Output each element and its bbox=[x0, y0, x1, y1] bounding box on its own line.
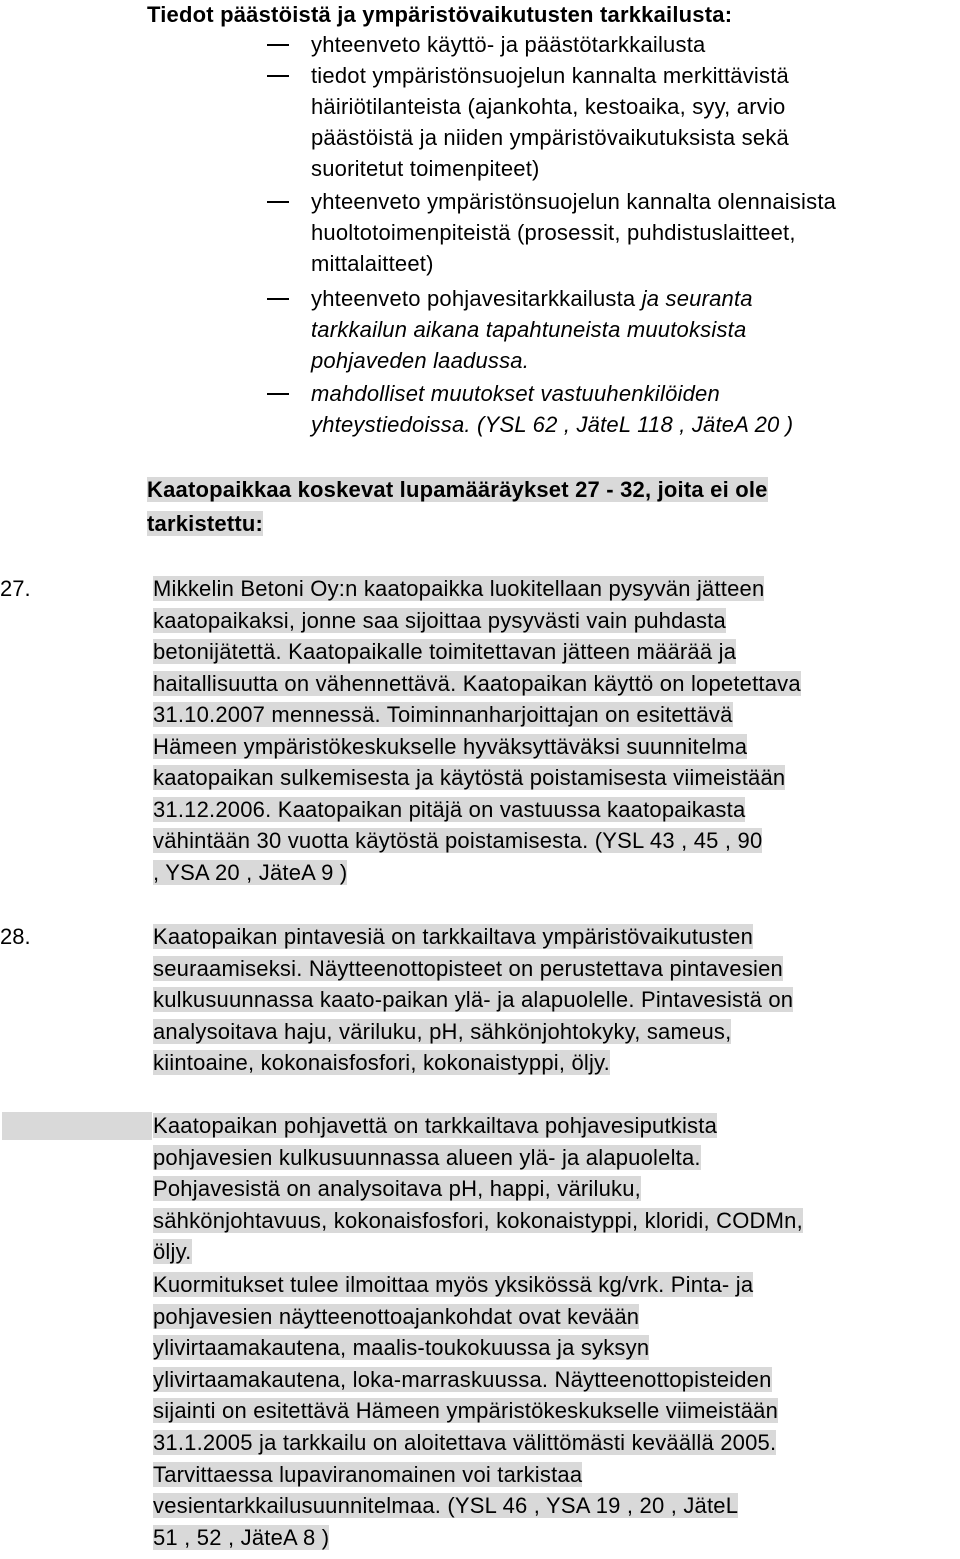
item28-line: ylivirtaamakautena, loka-marraskuussa. Näytteenottopisteiden bbox=[153, 1367, 772, 1392]
regulations-heading: Kaatopaikkaa koskevat lupamääräykset 27 - 32, joita ei ole bbox=[147, 477, 768, 502]
item28-line: pohjavesien kulkusuunnassa alueen ylä- ja alapuolelta. bbox=[153, 1145, 701, 1170]
item28-line: vesientarkkailusuunnitelmaa. (YSL 46 , YSA 19 , 20 , JäteL bbox=[153, 1493, 739, 1518]
item28-line: Pohjavesistä on analysoitava pH, happi, väriluku, bbox=[153, 1176, 641, 1201]
bullet-dash bbox=[267, 201, 289, 203]
bullet-text bbox=[311, 284, 753, 314]
item28-line: sähkönjohtavuus, kokonaisfosfori, kokonaistyppi, kloridi, CODMn, bbox=[153, 1208, 803, 1233]
bullet-text: häiriötilanteista (ajankohta, kestoaika, syy, arvio bbox=[311, 94, 786, 119]
bullet-dash bbox=[267, 44, 289, 46]
item27-line: Hämeen ympäristökeskukselle hyväksyttäväksi suunnitelma bbox=[153, 734, 748, 759]
highlight-block bbox=[2, 1112, 152, 1140]
bullet-text-italic: ja seuranta bbox=[641, 286, 753, 311]
item28-line: Kuormitukset tulee ilmoittaa myös yksikössä kg/vrk. Pinta- ja bbox=[153, 1272, 754, 1297]
item-number: 27. bbox=[0, 576, 31, 601]
item28-line: 31.1.2005 ja tarkkailu on aloitettava välittömästi keväällä 2005. bbox=[153, 1430, 777, 1455]
item28-line: pohjavesien näytteenottoajankohdat ovat kevään bbox=[153, 1304, 640, 1329]
item27-line: kaatopaikan sulkemisesta ja käytöstä poistamisesta viimeistään bbox=[153, 765, 786, 790]
bullet-text: pohjaveden laadussa. bbox=[311, 348, 530, 373]
bullet-text: tiedot ympäristönsuojelun kannalta merkittävistä bbox=[311, 63, 789, 88]
item28-line: öljy. bbox=[153, 1239, 192, 1264]
item28-line: kiintoaine, kokonaisfosfori, kokonaistyppi, öljy. bbox=[153, 1050, 610, 1075]
item27-line: 31.12.2006. Kaatopaikan pitäjä on vastuussa kaatopaikasta bbox=[153, 797, 746, 822]
bullet-text: päästöistä ja niiden ympäristövaikutuksista sekä bbox=[311, 125, 789, 150]
item27-line: kaatopaikaksi, jonne saa sijoittaa pysyvästi vain puhdasta bbox=[153, 608, 726, 633]
item28-line: sijainti on esitettävä Hämeen ympäristökeskukselle viimeistään bbox=[153, 1398, 779, 1423]
bullet-dash bbox=[267, 298, 289, 300]
bullet-text: yhteenveto käyttö- ja päästötarkkailusta bbox=[311, 32, 706, 57]
bullet-text: suoritetut toimenpiteet) bbox=[311, 156, 540, 181]
item-number: 28. bbox=[0, 924, 31, 949]
item28-line: kulkusuunnassa kaato-paikan ylä- ja alapuolelle. Pintavesistä on bbox=[153, 987, 794, 1012]
item28-line: analysoitava haju, väriluku, pH, sähkönjohtokyky, sameus, bbox=[153, 1019, 732, 1044]
item27-line: Mikkelin Betoni Oy:n kaatopaikka luokitellaan pysyvän jätteen bbox=[153, 576, 765, 601]
section-heading: Tiedot päästöistä ja ympäristövaikutusten tarkkailusta: bbox=[147, 2, 733, 27]
bullet-text: mahdolliset muutokset vastuuhenkilöiden bbox=[311, 381, 720, 406]
item28-line: seuraamiseksi. Näytteenottopisteet on perustettava pintavesien bbox=[153, 956, 783, 981]
item28-line: 51 , 52 , JäteA 8 ) bbox=[153, 1525, 330, 1550]
item28-line: ylivirtaamakautena, maalis-toukokuussa ja syksyn bbox=[153, 1335, 650, 1360]
item27-line: vähintään 30 vuotta käytöstä poistamisesta. (YSL 43 , 45 , 90 bbox=[153, 828, 763, 853]
item27-line: betonijätettä. Kaatopaikalle toimitettavan jätteen määrää ja bbox=[153, 639, 737, 664]
law-reference: (YSL 62 , JäteL 118 , JäteA 20 ) bbox=[477, 412, 794, 437]
bullet-text: tarkkailun aikana tapahtuneista muutoksista bbox=[311, 317, 747, 342]
bullet-dash bbox=[267, 75, 289, 77]
item27-line: haitallisuutta on vähennettävä. Kaatopaikan käyttö on lopetettava bbox=[153, 671, 801, 696]
bullet-dash bbox=[267, 393, 289, 395]
bullet-text: mittalaitteet) bbox=[311, 251, 434, 276]
bullet-text-italic: yhteystiedoissa. bbox=[311, 412, 471, 437]
bullet-text bbox=[311, 410, 793, 440]
bullet-text: huoltotoimenpiteistä (prosessit, puhdistuslaitteet, bbox=[311, 220, 796, 245]
item28-line: Kaatopaikan pintavesiä on tarkkailtava ympäristövaikutusten bbox=[153, 924, 754, 949]
bullet-text-normal: yhteenveto pohjavesitarkkailusta bbox=[311, 286, 636, 311]
regulations-heading: tarkistettu: bbox=[147, 511, 264, 536]
item28-line: Kaatopaikan pohjavettä on tarkkailtava pohjavesiputkista bbox=[153, 1113, 718, 1138]
item27-line: , YSA 20 , JäteA 9 ) bbox=[153, 860, 348, 885]
item27-line: 31.10.2007 mennessä. Toiminnanharjoittajan on esitettävä bbox=[153, 702, 733, 727]
bullet-text: yhteenveto ympäristönsuojelun kannalta olennaisista bbox=[311, 189, 837, 214]
item28-line: Tarvittaessa lupaviranomainen voi tarkistaa bbox=[153, 1462, 583, 1487]
